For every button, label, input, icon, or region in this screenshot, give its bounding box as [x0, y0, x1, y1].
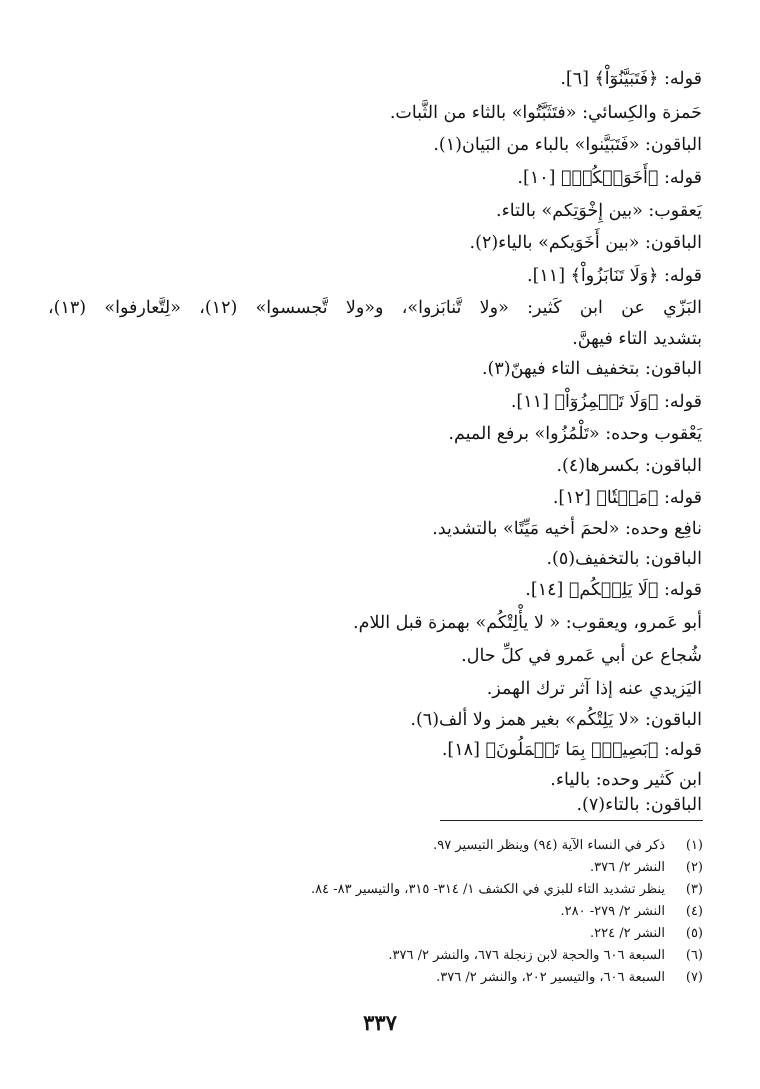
text-line: قوله: ﴿لَا يَلِتۡكُم﴾ [١٤].: [525, 580, 702, 600]
text-line: الباقون: بالتخفيف(٥).: [546, 549, 702, 569]
footnote-text: النشر ٢/ ٢٧٩- ٢٨٠.: [560, 904, 665, 919]
footnote-number: (٧): [685, 970, 703, 985]
text-line: البَزّي عن ابن كَثير: «ولا تَّنابَزوا»، و«ولا تَّجسسوا» (١٢)، «لِتَّعارفوا» (١٣)،: [48, 298, 702, 318]
text-line: قوله: ﴿أَخَوَيۡكُمۡ﴾ [١٠].: [517, 168, 702, 188]
text-line: أبو عَمرو، ويعقوب: « لا يأْلِتْكُم» بهمزة قبل اللام.: [353, 613, 702, 633]
text-line: قوله: ﴿بَصِيرُۢ بِمَا تَعۡمَلُونَ﴾ [١٨].: [441, 740, 702, 760]
footnote: [30, 946, 703, 966]
footnote-divider: [440, 820, 703, 821]
footnote: [30, 924, 703, 944]
footnote: [30, 902, 703, 922]
text-line: قوله: ﴿وَلَا تَلۡمِزُوٓاْ﴾ [١١].: [510, 392, 702, 412]
text-line: قوله: ﴿فَتَبَيَّنُوٓاْ﴾ [٦].: [560, 69, 702, 89]
text-line: الباقون: «فَتَبَيَّنوا» بالباء من البَيان(١).: [433, 135, 702, 155]
footnote-text: السبعة ٦٠٦، والتيسير ٢٠٢، والنشر ٢/ ٣٧٦.: [436, 970, 665, 985]
footnote: [30, 880, 703, 900]
footnote-number: (٣): [685, 882, 703, 897]
text-line: يَعقوب: «بين إِخْوَتِكم» بالتاء.: [496, 201, 702, 221]
text-line: بتشديد التاء فيهنَّ.: [572, 329, 702, 349]
footnote-number: (٥): [685, 926, 703, 941]
text-line: ابن كَثير وحده: بالياء.: [550, 770, 702, 790]
text-line: الباقون: «لا يَلِتْكُم» بغير همز ولا ألف(٦).: [410, 710, 702, 730]
footnote-number: (٤): [685, 904, 703, 919]
text-line: شُجاع عن أبي عَمرو في كلِّ حال.: [461, 646, 702, 666]
text-line: الباقون: بكسرها(٤).: [556, 456, 702, 476]
text-line: اليَزيدي عنه إذا آثر ترك الهمز.: [486, 679, 702, 699]
footnote-text: ذكر في النساء الآية (٩٤) وينظر التيسير ٩٧.: [433, 838, 665, 853]
text-line: الباقون: بالتاء(٧).: [576, 795, 702, 815]
text-line: الباقون: «بين أَخَوَيكم» بالياء(٢).: [469, 233, 702, 253]
page-number: ٣٣٧: [363, 1010, 397, 1035]
footnote-text: النشر ٢/ ٣٧٦.: [590, 860, 665, 875]
text-line: حَمزة والكِسائي: «فتَثَبَّتُوا» بالثاء من الثَّبات.: [389, 103, 702, 123]
footnote: [30, 968, 703, 988]
text-line: نافِع وحده: «لحمَ أخيه مَيِّتًا» بالتشديد.: [432, 519, 702, 539]
footnote-text: ينظر تشديد التاء للبزي في الكشف ١/ ٣١٤- ٣١٥، والتيسير ٨٣- ٨٤.: [310, 882, 665, 897]
text-line: قوله: ﴿مَيۡتٗا﴾ [١٢].: [552, 488, 702, 508]
footnote-number: (١): [685, 838, 703, 853]
footnote-number: (٦): [685, 948, 703, 963]
footnote: [30, 858, 703, 878]
footnote: [30, 836, 703, 856]
text-line: يَعْقوب وحده: «تَلْمُزُوا» برفع الميم.: [448, 424, 702, 444]
text-line: قوله: ﴿وَلَا تَنَابَزُواْ﴾ [١١].: [527, 266, 702, 286]
footnote-text: النشر ٢/ ٢٢٤.: [590, 926, 665, 941]
text-line: الباقون: بتخفيف التاء فيهنّ(٣).: [481, 359, 702, 379]
footnote-text: السبعة ٦٠٦ والحجة لابن زنجلة ٦٧٦، والنشر ٢/ ٣٧٦.: [388, 948, 665, 963]
footnote-number: (٢): [685, 860, 703, 875]
